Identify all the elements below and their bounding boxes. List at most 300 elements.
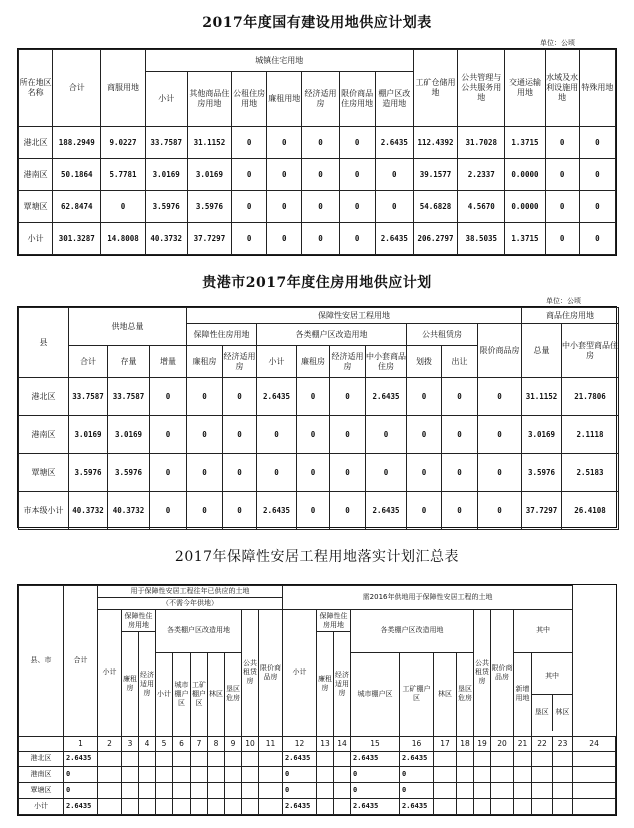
t3-empty-cell xyxy=(317,783,334,799)
t1-header-commercial: 商服用地 xyxy=(101,50,145,127)
t2-cell: 37.7297 xyxy=(522,492,562,530)
t1-data-row xyxy=(19,191,616,223)
t3-header-price-limited-left: 限价商品房 xyxy=(259,609,283,736)
t1-cell: 0 xyxy=(545,191,579,223)
t3-header-county: 县、市 xyxy=(19,586,64,737)
t3-empty-cell xyxy=(225,767,242,783)
t3-empty-cell xyxy=(173,751,191,767)
t3-empty-cell xyxy=(242,767,259,783)
t3-header-subtotal-right: 小计 xyxy=(283,609,317,736)
t2-cell: 0 xyxy=(407,416,442,454)
t3-row-label: 港北区 xyxy=(19,751,64,767)
t1-header-low-rent: 廉租用地 xyxy=(267,72,302,127)
t3-index-cell: 23 xyxy=(553,736,573,751)
t2-header-allocation: 划拨 xyxy=(407,346,442,378)
t3-empty-cell xyxy=(208,783,225,799)
t3-empty-cell xyxy=(156,751,173,767)
t1-row-label: 覃塘区 xyxy=(19,191,53,223)
t1-cell: 0.0000 xyxy=(505,159,545,191)
t1-cell: 38.5035 xyxy=(458,223,505,255)
t1-cell: 33.7587 xyxy=(145,127,187,159)
t2-cell: 40.3732 xyxy=(69,492,108,530)
t3-index-cell: 7 xyxy=(191,736,208,751)
t3-empty-cell xyxy=(491,783,514,799)
t3-empty-cell xyxy=(122,799,139,815)
t3-empty-cell xyxy=(139,751,156,767)
t2-cell: 0 xyxy=(478,378,522,416)
t3-header-left-group: 用于保障性安居工程往年已供应的土地 xyxy=(98,586,283,598)
t3-cell: 2.6435 xyxy=(64,799,98,815)
t1-row-label: 小计 xyxy=(19,223,53,255)
t2-data-row xyxy=(19,378,619,416)
t1-header-shantytown: 棚户区改造用地 xyxy=(375,72,413,127)
t2-row-label: 港南区 xyxy=(19,416,69,454)
t3-empty-cell xyxy=(434,799,457,815)
t1-cell: 4.5670 xyxy=(458,191,505,223)
t2-cell: 2.6435 xyxy=(366,378,407,416)
t3-empty-cell xyxy=(242,783,259,799)
t3-empty-cell xyxy=(491,751,514,767)
t3-header-reclaim-right: 垦区危房 xyxy=(457,652,474,736)
t1-header-industrial: 工矿仓储用地 xyxy=(413,50,457,127)
t3-empty-cell xyxy=(122,751,139,767)
t2-header-shantytown: 各类棚户区改造用地 xyxy=(257,324,407,346)
t3-header-protect-housing-left: 保障性住房用地 xyxy=(122,609,156,632)
t2-header-stock: 存量 xyxy=(108,346,150,378)
t2-cell: 3.0169 xyxy=(108,416,150,454)
t2-cell: 3.5976 xyxy=(522,454,562,492)
t3-empty-cell xyxy=(532,799,553,815)
t1-cell: 0 xyxy=(302,159,339,191)
t3-empty-cell xyxy=(173,783,191,799)
table2-unit: 单位：公顷 xyxy=(546,297,581,305)
t2-cell: 3.0169 xyxy=(522,416,562,454)
t2-header-small-commercial: 中小套商品住房 xyxy=(366,346,407,378)
t1-cell: 206.2797 xyxy=(413,223,457,255)
t3-empty-cell xyxy=(191,751,208,767)
t2-header-increment: 增量 xyxy=(150,346,187,378)
t3-empty-cell xyxy=(98,783,122,799)
t2-cell: 3.5976 xyxy=(108,454,150,492)
t3-empty-cell xyxy=(259,767,283,783)
t2-cell: 0 xyxy=(187,454,223,492)
t3-empty-cell xyxy=(457,751,474,767)
t2-cell: 0 xyxy=(442,378,478,416)
t2-header-total-supply: 供地总量 xyxy=(69,308,187,346)
t3-cell: 0 xyxy=(64,783,98,799)
t3-header-mine-left: 工矿棚户区 xyxy=(191,652,208,736)
t1-cell: 0 xyxy=(579,223,615,255)
t3-empty-cell xyxy=(553,783,573,799)
t3-cell: 0 xyxy=(351,767,400,783)
t2-cell: 0 xyxy=(187,416,223,454)
t1-cell: 0 xyxy=(232,127,267,159)
t3-empty-cell xyxy=(532,751,553,767)
t3-empty-cell xyxy=(532,783,553,799)
t3-empty-cell xyxy=(514,751,532,767)
t3-empty-cell xyxy=(434,751,457,767)
t1-header-price-limited: 限价商品住房用地 xyxy=(339,72,375,127)
t1-data-row xyxy=(19,159,616,191)
t2-cell: 0 xyxy=(150,492,187,530)
t1-cell: 0 xyxy=(579,127,615,159)
t3-data-row xyxy=(19,799,616,815)
t2-header-commercial-housing: 商品住房用地 xyxy=(522,308,619,324)
t2-header-protect-housing: 保障性住房用地 xyxy=(187,324,257,346)
t3-header-reclaim-left: 垦区危房 xyxy=(225,652,242,736)
t3-index-cell: 19 xyxy=(474,736,491,751)
t3-cell: 2.6435 xyxy=(400,799,434,815)
t3-header-low-rent-right: 廉租房 xyxy=(317,632,334,736)
t2-data-row xyxy=(19,454,619,492)
t1-cell: 0 xyxy=(101,191,145,223)
t3-header-right-group: 需2016年供地用于保障性安居工程的土地 xyxy=(283,586,573,610)
t2-header-total: 总量 xyxy=(522,324,562,378)
t3-header-city-right: 城市棚户区 xyxy=(351,652,400,736)
t1-cell: 1.3715 xyxy=(505,127,545,159)
t1-cell: 50.1864 xyxy=(53,159,101,191)
t1-header-other-commercial: 其他商品住房用地 xyxy=(187,72,231,127)
table1-unit: 单位：公顷 xyxy=(540,39,575,47)
t2-cell: 0 xyxy=(366,416,407,454)
t3-data-row xyxy=(19,767,616,783)
t2-header-small-medium: 中小套型商品住房 xyxy=(562,324,619,378)
t1-cell: 0 xyxy=(545,159,579,191)
t3-cell: 0 xyxy=(283,783,317,799)
t3-index-cell: 18 xyxy=(457,736,474,751)
t2-header-low-rent: 廉租房 xyxy=(187,346,223,378)
t3-index-cell: 6 xyxy=(173,736,191,751)
t1-cell: 3.5976 xyxy=(187,191,231,223)
t3-index-cell: 20 xyxy=(491,736,514,751)
table2 xyxy=(17,306,617,528)
t2-cell: 0 xyxy=(187,378,223,416)
t2-row-label: 覃塘区 xyxy=(19,454,69,492)
t3-empty-cell xyxy=(156,799,173,815)
t3-empty-cell xyxy=(491,799,514,815)
t1-cell: 0 xyxy=(232,223,267,255)
t3-empty-cell xyxy=(532,767,553,783)
t3-cell: 2.6435 xyxy=(283,799,317,815)
t3-row-label: 小计 xyxy=(19,799,64,815)
t1-cell: 40.3732 xyxy=(145,223,187,255)
t3-header-public-rental-left: 公共租赁房 xyxy=(242,609,259,736)
t3-empty-cell xyxy=(156,783,173,799)
t3-empty-cell xyxy=(259,783,283,799)
t3-header-among: 其中 xyxy=(514,609,573,652)
t3-empty-cell xyxy=(225,751,242,767)
t3-header-ken: 垦区 xyxy=(532,695,553,731)
t1-cell: 2.2337 xyxy=(458,159,505,191)
t1-cell: 2.6435 xyxy=(375,223,413,255)
t1-cell: 301.3287 xyxy=(53,223,101,255)
t2-cell: 0 xyxy=(330,416,366,454)
t1-cell: 3.0169 xyxy=(145,159,187,191)
t3-empty-cell xyxy=(191,799,208,815)
t2-header-price-limited: 限价商品房 xyxy=(478,324,522,378)
t2-cell: 0 xyxy=(330,454,366,492)
t2-cell: 2.1118 xyxy=(562,416,619,454)
t3-empty-cell xyxy=(225,799,242,815)
t3-empty-cell xyxy=(474,799,491,815)
t2-cell: 2.5183 xyxy=(562,454,619,492)
t2-cell: 33.7587 xyxy=(69,378,108,416)
t2-cell: 0 xyxy=(442,454,478,492)
t3-cell: 0 xyxy=(283,767,317,783)
t3-empty-cell xyxy=(514,767,532,783)
t1-header-water: 水域及水利设施用地 xyxy=(545,50,579,127)
t1-cell: 0 xyxy=(375,191,413,223)
t2-cell: 0 xyxy=(330,378,366,416)
t1-cell: 3.0169 xyxy=(187,159,231,191)
t3-row-label: 港南区 xyxy=(19,767,64,783)
t1-header-public: 公共管理与公共服务用地 xyxy=(458,50,505,127)
t3-index-cell: 24 xyxy=(573,736,616,751)
t2-row-label: 市本级小计 xyxy=(19,492,69,530)
t3-empty-cell xyxy=(457,783,474,799)
table3 xyxy=(17,584,617,816)
t3-header-forest-left: 林区 xyxy=(208,652,225,736)
t3-index-cell: 5 xyxy=(156,736,173,751)
t3-header-among-sub xyxy=(532,652,573,736)
t1-cell: 54.6828 xyxy=(413,191,457,223)
t3-empty-cell xyxy=(98,751,122,767)
t3-empty-cell xyxy=(334,767,351,783)
t3-empty-cell xyxy=(573,783,616,799)
t1-header-affordable: 经济适用房 xyxy=(302,72,339,127)
t3-empty-cell xyxy=(334,751,351,767)
t3-empty-cell xyxy=(334,799,351,815)
t1-cell: 2.6435 xyxy=(375,127,413,159)
t3-index-cell: 10 xyxy=(242,736,259,751)
t3-empty-cell xyxy=(434,783,457,799)
t1-cell: 9.0227 xyxy=(101,127,145,159)
t3-cell: 2.6435 xyxy=(400,751,434,767)
table3-title: 2017年保障性安居工程用地落实计划汇总表 xyxy=(174,549,460,565)
t3-cell: 2.6435 xyxy=(351,799,400,815)
t3-empty-cell xyxy=(457,767,474,783)
t3-empty-cell xyxy=(208,767,225,783)
t3-empty-cell xyxy=(122,783,139,799)
t2-cell: 0 xyxy=(187,492,223,530)
t2-cell: 33.7587 xyxy=(108,378,150,416)
t2-header-affordable-2: 经济适用房 xyxy=(330,346,366,378)
t2-cell: 0 xyxy=(297,378,330,416)
t3-empty-cell xyxy=(191,767,208,783)
t2-cell: 0 xyxy=(442,416,478,454)
t1-cell: 0 xyxy=(232,191,267,223)
t1-header-region: 所在地区名称 xyxy=(19,50,53,127)
t3-empty-cell xyxy=(122,767,139,783)
t2-cell: 26.4108 xyxy=(562,492,619,530)
t3-empty-cell xyxy=(173,799,191,815)
t2-cell: 21.7806 xyxy=(562,378,619,416)
t1-cell: 3.5976 xyxy=(145,191,187,223)
t3-empty-cell xyxy=(173,767,191,783)
t1-cell: 0 xyxy=(302,191,339,223)
t2-cell: 2.6435 xyxy=(257,492,297,530)
t1-cell: 0 xyxy=(579,159,615,191)
t3-header-shantytown-right: 各类棚户区改造用地 xyxy=(351,609,474,652)
t3-header-left-note: （不需今年供地） xyxy=(98,598,283,609)
t2-cell: 0 xyxy=(442,492,478,530)
t3-empty-cell xyxy=(242,751,259,767)
t3-empty-cell xyxy=(156,767,173,783)
t3-index-blank xyxy=(19,736,64,751)
t3-index-cell: 13 xyxy=(317,736,334,751)
t3-index-cell: 21 xyxy=(514,736,532,751)
t3-empty-cell xyxy=(457,799,474,815)
t3-header-city-left: 城市棚户区 xyxy=(173,652,191,736)
t2-row-label: 港北区 xyxy=(19,378,69,416)
t2-cell: 0 xyxy=(297,416,330,454)
t2-cell: 0 xyxy=(407,378,442,416)
t1-cell: 0 xyxy=(339,127,375,159)
t1-cell: 0 xyxy=(375,159,413,191)
t1-cell: 0 xyxy=(339,159,375,191)
t3-header-affordable-right: 经济适用房 xyxy=(334,632,351,736)
t1-cell: 0 xyxy=(545,127,579,159)
t2-header-affordable: 经济适用房 xyxy=(223,346,257,378)
t2-cell: 0 xyxy=(150,454,187,492)
t1-cell: 188.2949 xyxy=(53,127,101,159)
t1-row-label: 港北区 xyxy=(19,127,53,159)
t3-header-low-rent-left: 廉租房 xyxy=(122,632,139,736)
t2-cell: 0 xyxy=(407,454,442,492)
t3-index-cell: 4 xyxy=(139,736,156,751)
t3-header-among-2: 其中 xyxy=(532,658,572,695)
t3-empty-cell xyxy=(139,799,156,815)
table2-title: 贵港市2017年度住房用地供应计划 xyxy=(202,275,432,291)
t2-cell: 0 xyxy=(407,492,442,530)
t3-header-total: 合计 xyxy=(64,586,98,737)
t2-cell: 0 xyxy=(150,378,187,416)
t3-empty-cell xyxy=(514,783,532,799)
t3-index-cell: 9 xyxy=(225,736,242,751)
t3-index-cell: 12 xyxy=(283,736,317,751)
t2-cell: 3.0169 xyxy=(69,416,108,454)
t1-header-urban-residential: 城镇住宅用地 xyxy=(145,50,413,72)
t3-index-cell: 17 xyxy=(434,736,457,751)
t3-empty-cell xyxy=(474,751,491,767)
t3-empty-cell xyxy=(208,751,225,767)
t3-cell: 2.6435 xyxy=(351,751,400,767)
t1-cell: 37.7297 xyxy=(187,223,231,255)
t1-header-special: 特殊用地 xyxy=(579,50,615,127)
t3-empty-cell xyxy=(573,799,616,815)
t2-header-public-rental: 公共租赁房 xyxy=(407,324,478,346)
t1-data-row xyxy=(19,127,616,159)
t3-empty-cell xyxy=(573,767,616,783)
t1-cell: 31.1152 xyxy=(187,127,231,159)
t3-index-cell: 3 xyxy=(122,736,139,751)
t2-cell: 0 xyxy=(223,454,257,492)
t3-cell: 0 xyxy=(64,767,98,783)
t1-cell: 0 xyxy=(339,223,375,255)
table1-title: 2017年度国有建设用地供应计划表 xyxy=(202,15,432,31)
t1-header-total: 合计 xyxy=(53,50,101,127)
t3-index-cell: 14 xyxy=(334,736,351,751)
t3-empty-cell xyxy=(474,767,491,783)
t2-cell: 0 xyxy=(150,416,187,454)
t1-cell: 0 xyxy=(545,223,579,255)
t3-header-subtotal-left: 小计 xyxy=(98,609,122,736)
t3-index-cell: 2 xyxy=(98,736,122,751)
t3-empty-cell xyxy=(191,783,208,799)
t2-header-subtotal: 小计 xyxy=(257,346,297,378)
t2-cell: 0 xyxy=(223,378,257,416)
t1-cell: 112.4392 xyxy=(413,127,457,159)
t3-header-shantytown-left: 各类棚户区改造用地 xyxy=(156,609,242,652)
t3-cell: 0 xyxy=(400,783,434,799)
t2-cell: 31.1152 xyxy=(522,378,562,416)
t2-cell: 2.6435 xyxy=(257,378,297,416)
t1-header-public-rental: 公租住房用地 xyxy=(232,72,267,127)
t1-cell: 1.3715 xyxy=(505,223,545,255)
t3-empty-cell xyxy=(434,767,457,783)
t1-cell: 0 xyxy=(579,191,615,223)
t1-header-transport: 交通运输用地 xyxy=(505,50,545,127)
t3-header-forest-right: 林区 xyxy=(434,652,457,736)
t2-header-sum: 合计 xyxy=(69,346,108,378)
t3-header-new-land: 新增用地 xyxy=(514,652,532,736)
t2-cell: 40.3732 xyxy=(108,492,150,530)
t3-empty-cell xyxy=(317,799,334,815)
t3-header-xiaoji-left: 小计 xyxy=(156,652,173,736)
t3-empty-cell xyxy=(514,799,532,815)
t2-cell: 2.6435 xyxy=(366,492,407,530)
t3-empty-cell xyxy=(139,767,156,783)
t1-cell: 0 xyxy=(302,127,339,159)
t3-empty-cell xyxy=(474,783,491,799)
t3-empty-cell xyxy=(259,751,283,767)
t3-header-protect-housing-right: 保障性住房用地 xyxy=(317,609,351,632)
t1-row-label: 港南区 xyxy=(19,159,53,191)
t2-cell: 0 xyxy=(257,454,297,492)
t3-cell: 2.6435 xyxy=(283,751,317,767)
t3-header-affordable-left: 经济适用房 xyxy=(139,632,156,736)
t3-empty-cell xyxy=(573,751,616,767)
t2-cell: 0 xyxy=(223,492,257,530)
t3-empty-cell xyxy=(98,767,122,783)
t1-cell: 0 xyxy=(302,223,339,255)
t3-header-price-limited-right: 限价商品房 xyxy=(491,609,514,736)
t1-cell: 0.0000 xyxy=(505,191,545,223)
t2-cell: 0 xyxy=(478,492,522,530)
t3-header-lin: 林区 xyxy=(555,708,570,717)
t2-header-county: 县 xyxy=(19,308,69,378)
t2-cell: 0 xyxy=(297,492,330,530)
t3-index-row xyxy=(19,736,616,751)
t3-index-cell: 1 xyxy=(64,736,98,751)
t3-empty-cell xyxy=(553,799,573,815)
t2-header-protect-project: 保障性安居工程用地 xyxy=(187,308,522,324)
t3-cell: 0 xyxy=(351,783,400,799)
t3-header-public-rental-right: 公共租赁房 xyxy=(474,609,491,736)
t3-empty-cell xyxy=(491,767,514,783)
t2-cell: 0 xyxy=(366,454,407,492)
t3-empty-cell xyxy=(553,767,573,783)
t3-header-mine-right: 工矿棚户区 xyxy=(400,652,434,736)
t3-index-cell: 16 xyxy=(400,736,434,751)
t3-empty-cell xyxy=(225,783,242,799)
t2-cell: 0 xyxy=(297,454,330,492)
t1-cell: 39.1577 xyxy=(413,159,457,191)
t1-cell: 0 xyxy=(267,191,302,223)
t3-empty-cell xyxy=(208,799,225,815)
t3-row-label: 覃塘区 xyxy=(19,783,64,799)
t3-empty-cell xyxy=(139,783,156,799)
